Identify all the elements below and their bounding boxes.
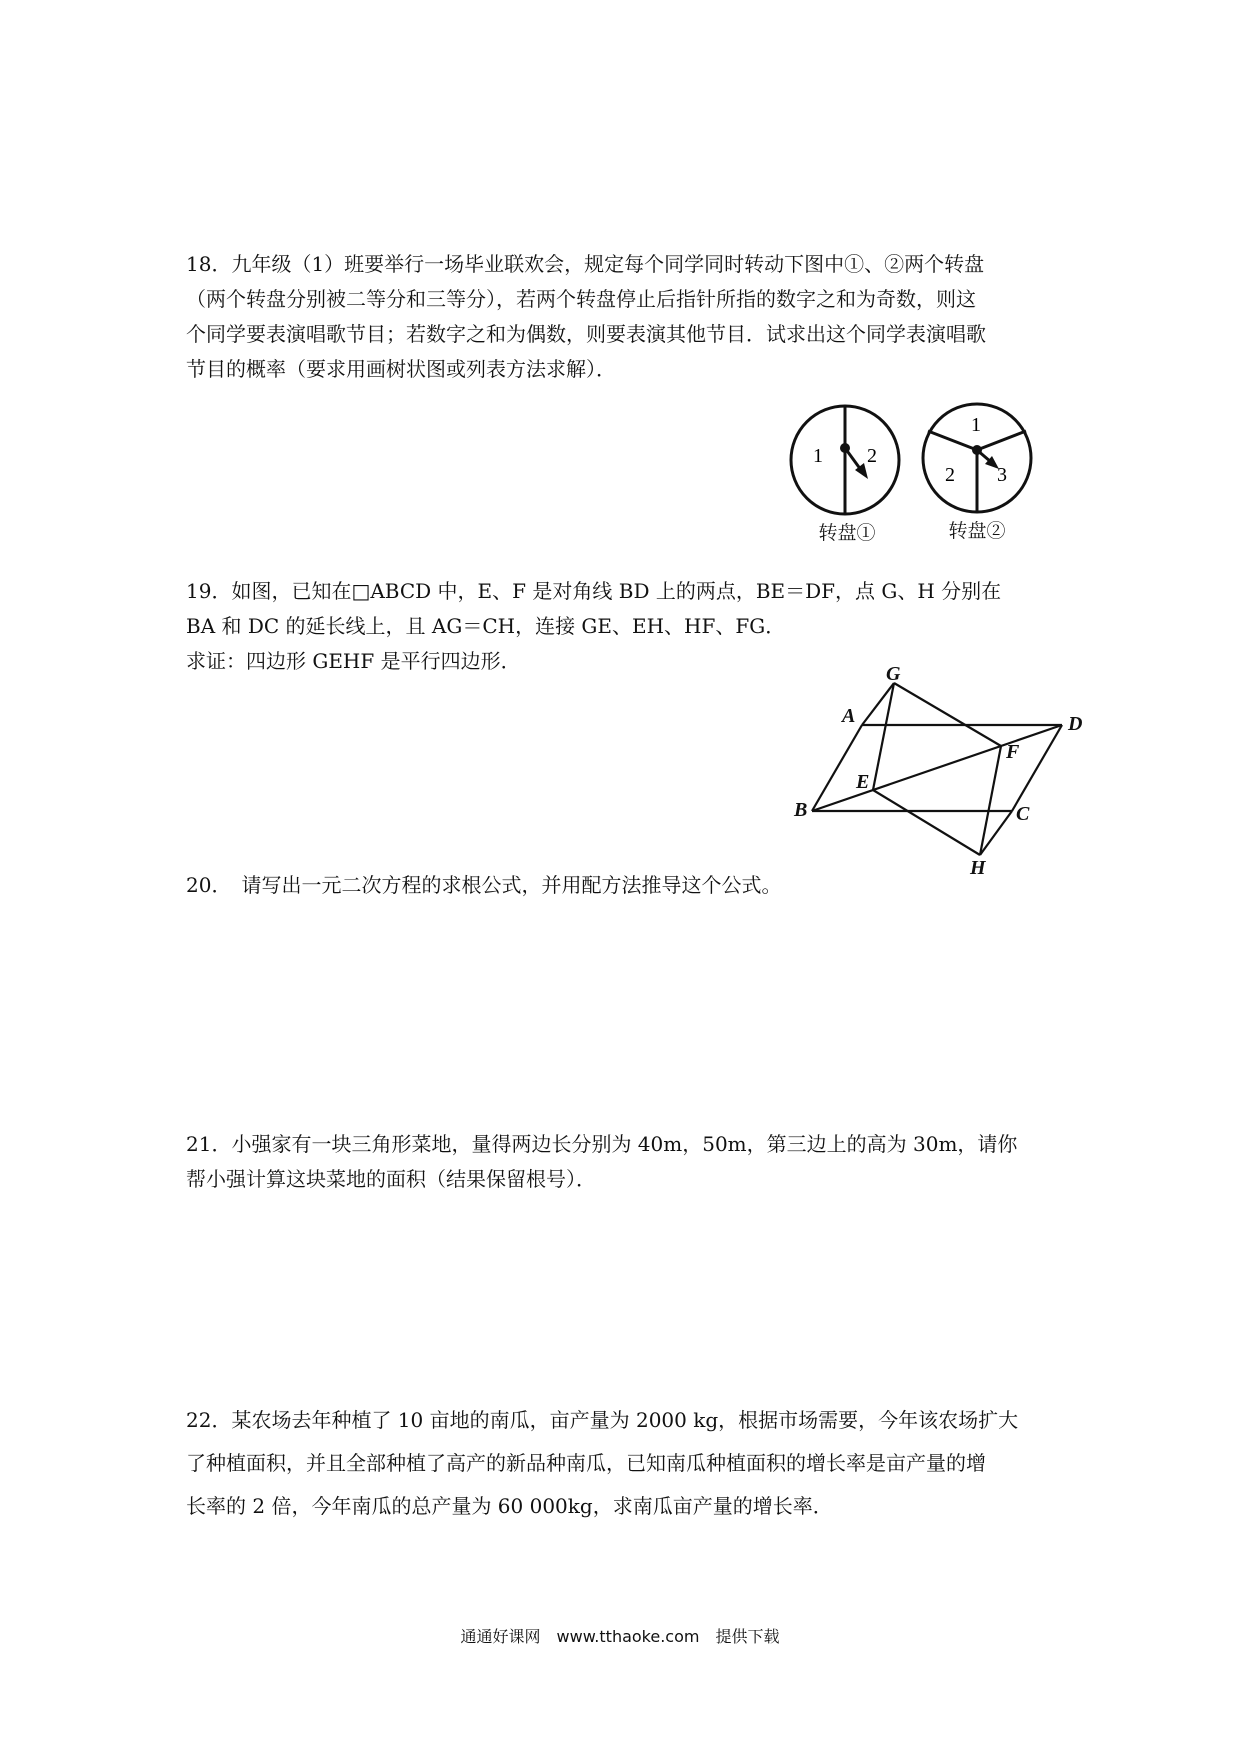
- vertex-label-f: F: [1006, 741, 1020, 763]
- spinner-2-figure: [917, 398, 1037, 522]
- vertex-label-g: G: [886, 663, 901, 685]
- problem-22-text: [186, 1399, 1056, 1528]
- spinner-1-label-left: 1: [813, 445, 823, 467]
- problem-20-text: [186, 868, 1056, 903]
- problem-20-line-1: 20． 请写出一元二次方程的求根公式，并用配方法推导这个公式。: [186, 873, 782, 897]
- problem-18-line-4: 节目的概率（要求用画树状图或列表方法求解）．: [186, 357, 616, 381]
- page-footer: 通通好课网 www.tthaoke.com 提供下载: [460, 1627, 780, 1646]
- vertex-label-a: A: [842, 705, 856, 727]
- spinner-1-figure: [785, 400, 905, 524]
- vertex-label-d: D: [1068, 713, 1083, 735]
- problem-21-line-2: 帮小强计算这块菜地的面积（结果保留根号）．: [186, 1167, 596, 1191]
- problem-19-line-3: 求证：四边形 GEHF 是平行四边形．: [186, 649, 521, 673]
- problem-19-line-2: BA 和 DC 的延长线上，且 AG＝CH，连接 GE、EH、HF、FG．: [186, 614, 786, 638]
- spinner-2-label-right: 3: [997, 464, 1007, 486]
- problem-22-line-1: 22．某农场去年种植了 10 亩地的南瓜，亩产量为 2000 kg，根据市场需要，今年该农场扩大: [186, 1408, 1019, 1432]
- problem-22-line-3: 长率的 2 倍，今年南瓜的总产量为 60 000kg，求南瓜亩产量的增长率．: [186, 1494, 833, 1518]
- parallelogram-diagram: [780, 660, 1100, 880]
- problem-22-line-2: 了种植面积，并且全部种植了高产的新品种南瓜，已知南瓜种植面积的增长率是亩产量的增: [186, 1451, 986, 1475]
- spinner-1-label-right: 2: [867, 445, 877, 467]
- problem-18-line-3: 个同学要表演唱歌节目；若数字之和为偶数，则要表演其他节目．试求出这个同学表演唱歌: [186, 322, 986, 346]
- spinner-1-diagram: [785, 400, 905, 520]
- vertex-label-h: H: [970, 857, 986, 879]
- problem-21-text: [186, 1127, 1056, 1197]
- vertex-label-e: E: [856, 771, 870, 793]
- parallelogram-figure: [780, 660, 1100, 884]
- problem-18-text: [186, 247, 1056, 387]
- problem-21-line-1: 21．小强家有一块三角形菜地，量得两边长分别为 40m，50m，第三边上的高为 30m，请你: [186, 1132, 1018, 1156]
- problem-18-line-1: 18．九年级（1）班要举行一场毕业联欢会，规定每个同学同时转动下图中①、②两个转盘: [186, 252, 985, 276]
- vertex-label-c: C: [1016, 803, 1030, 825]
- spinner-2-label-left: 2: [945, 464, 955, 486]
- problem-19-line-1: 19．如图，已知在□ABCD 中，E、F 是对角线 BD 上的两点，BE＝DF，点 G、H 分别在: [186, 579, 1002, 603]
- spinner-2-diagram: [917, 398, 1037, 518]
- spinner-1-caption: 转盘①: [818, 522, 876, 544]
- spinner-2-caption: 转盘②: [948, 520, 1006, 542]
- vertex-label-b: B: [794, 799, 808, 821]
- spinner-2-label-top: 1: [971, 414, 981, 436]
- problem-18-line-2: （两个转盘分别被二等分和三等分），若两个转盘停止后指针所指的数字之和为奇数，则这: [186, 287, 976, 311]
